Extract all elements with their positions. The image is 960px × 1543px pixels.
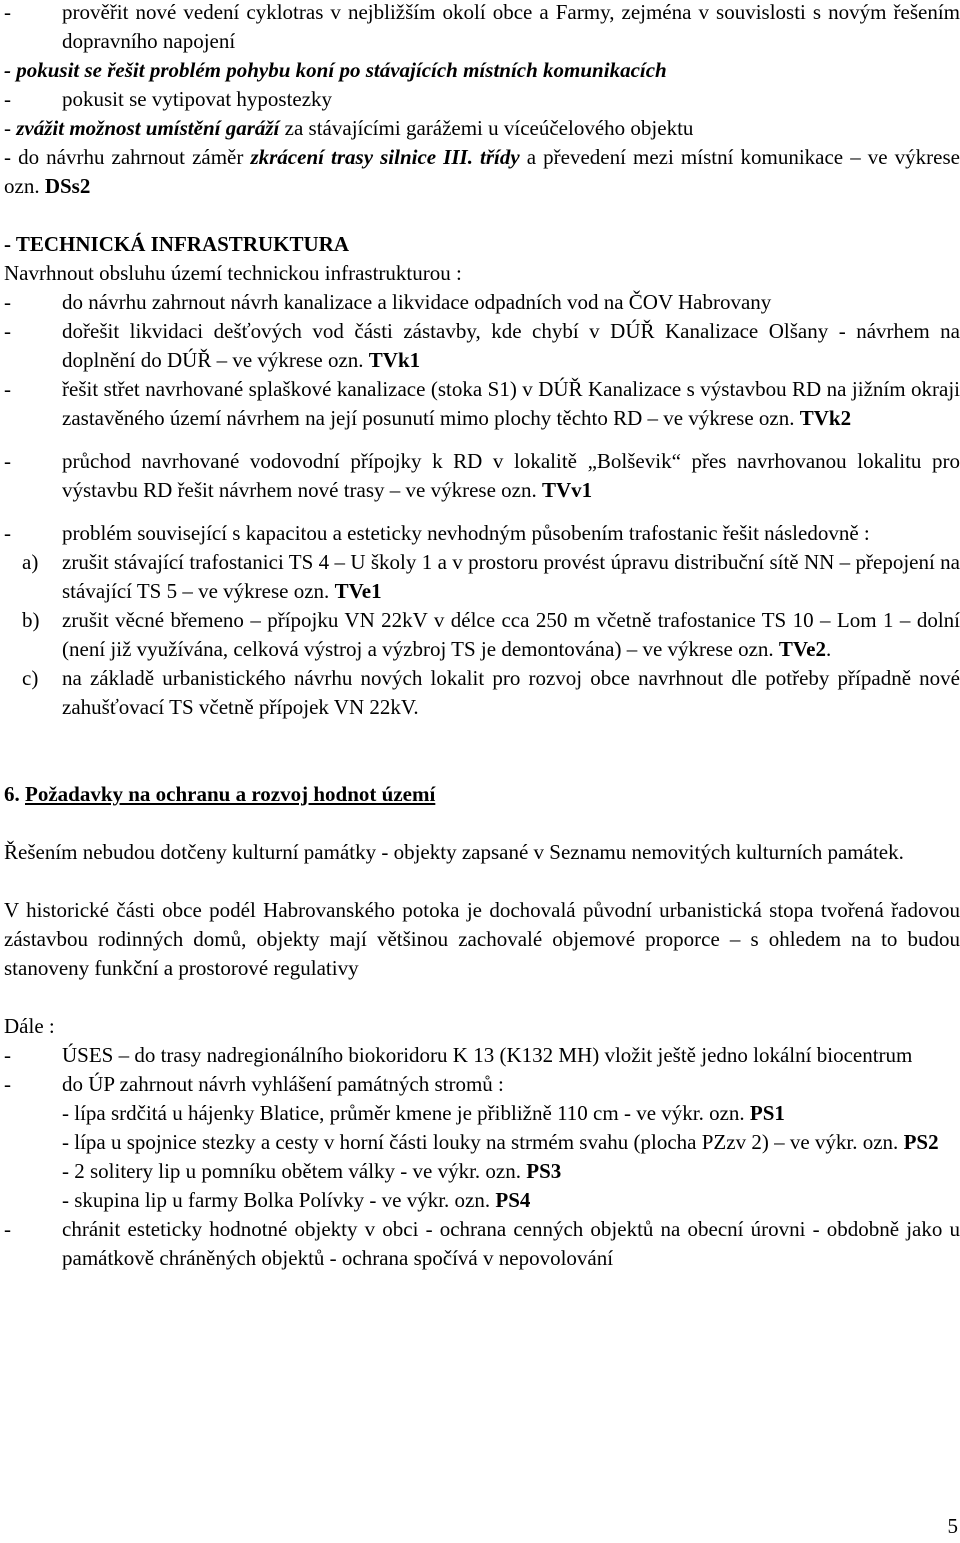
list-item (4, 375, 960, 433)
tree-item (4, 1128, 960, 1157)
map-code: TVv1 (541, 478, 593, 502)
list-dash: - (4, 521, 11, 545)
list-item-text: chránit esteticky hodnotné objekty v obci - ochrana cenných objektů na obecní úrovni - obdobně jako u památkově chráněných objektů - ochrana spočívá v nepovolování (62, 1217, 960, 1270)
item-letter: b) (22, 608, 40, 632)
tree-text: - lípa srdčitá u hájenky Blatice, průměr kmene je přibližně 110 cm - ve výkr. ozn. (62, 1101, 750, 1125)
list-dash: - (4, 1217, 11, 1241)
list-item (4, 317, 960, 375)
section-heading-6 (4, 780, 960, 809)
item-text: na základě urbanistického návrhu nových lokalit pro rozvoj obce navrhnout dle potřeby případně nové zahušťovací TS včetně přípojek VN 22kV. (62, 666, 960, 719)
list-item-text: prověřit nové vedení cyklotras v nejbližším okolí obce a Farmy, zejména v souvislosti s novým řešením dopravního napojení (62, 0, 960, 53)
list-item (4, 519, 960, 548)
item-period: . (825, 637, 832, 661)
list-item (4, 114, 960, 143)
dale-label: Dále : (4, 1014, 55, 1038)
document-page (4, 0, 960, 1273)
list-item-text: do návrhu zahrnout návrh kanalizace a likvidace odpadních vod na ČOV Habrovany (62, 290, 772, 314)
list-item-text: a převedení mezi místní komunikace – ve výkrese ozn. (4, 145, 960, 198)
tree-text: - skupina lip u farmy Bolka Polívky - ve výkr. ozn. (62, 1188, 496, 1212)
list-item-text: průchod navrhované vodovodní přípojky k RD v lokalitě „Bolševik“ přes navrhovanou lokalitu pro výstavbu RD řešit návrhem nové trasy – ve výkrese ozn. (62, 449, 960, 502)
section-heading-technical: - TECHNICKÁ INFRASTRUKTURA (4, 232, 349, 256)
list-item (4, 1041, 960, 1070)
lettered-item (4, 664, 960, 722)
list-item (4, 143, 960, 201)
tree-text: - 2 solitery lip u pomníku obětem války - ve výkr. ozn. (62, 1159, 527, 1183)
map-code: TVk1 (368, 348, 421, 372)
map-code: PS4 (495, 1188, 531, 1212)
tree-item (4, 1157, 960, 1186)
map-code: PS2 (903, 1130, 939, 1154)
list-dash: - (4, 377, 11, 401)
map-code: TVe2 (778, 637, 826, 661)
list-lead: - do návrhu zahrnout záměr (4, 145, 251, 169)
list-item-text: za stávajícími garážemi u víceúčelového objektu (279, 116, 694, 140)
list-item (4, 288, 960, 317)
list-item-text: řešit střet navrhované splaškové kanalizace (stoka S1) v DÚŘ Kanalizace s výstavbou RD na jižním okraji zastavěného území návrhem na její posunutí mimo plochy těchto RD – ve výkrese ozn. (62, 377, 960, 430)
item-text: zrušit stávající trafostanici TS 4 – U školy 1 a v prostoru provést úpravu distribuční sítě NN – přepojení na stávající TS 5 – ve výkrese ozn. (62, 550, 960, 603)
list-lead: - (4, 116, 17, 140)
page-number: 5 (947, 1514, 958, 1538)
list-dash: - (4, 290, 11, 314)
list-dash: - (4, 449, 11, 473)
list-item (4, 85, 960, 114)
list-item (4, 447, 960, 505)
tree-text: - lípa u spojnice stezky a cesty v horní části louky na strmém svahu (plocha PZzv 2) – ve výkr. ozn. (62, 1130, 904, 1154)
item-letter: c) (22, 666, 39, 690)
list-dash: - (4, 1043, 11, 1067)
map-code: PS3 (526, 1159, 562, 1183)
section-number: 6. (4, 782, 25, 806)
item-letter: a) (22, 550, 39, 574)
map-code: TVk2 (799, 406, 852, 430)
lettered-item (4, 548, 960, 606)
map-code: PS1 (749, 1101, 785, 1125)
list-item (4, 0, 960, 56)
list-dash: - (4, 1072, 11, 1096)
list-item-text: problém související s kapacitou a esteticky nevhodným působením trafostanic řešit následovně : (62, 521, 870, 545)
list-dash: - (4, 87, 11, 111)
list-item-text: pokusit se vytipovat hypostezky (62, 87, 333, 111)
section-title: Požadavky na ochranu a rozvoj hodnot území (25, 782, 436, 806)
list-item-bold-italic: - pokusit se řešit problém pohybu koní po stávajících místních komunikacích (4, 58, 667, 82)
list-item (4, 1215, 960, 1273)
paragraph: Řešením nebudou dotčeny kulturní památky - objekty zapsané v Seznamu nemovitých kulturních památek. (4, 840, 904, 864)
tree-item (4, 1186, 960, 1215)
list-dash: - (4, 319, 11, 343)
map-code: DSs2 (44, 174, 91, 198)
emphasis-text: zvážit možnost umístění garáží (16, 116, 280, 140)
list-item-text: do ÚP zahrnout návrh vyhlášení památných stromů : (62, 1072, 504, 1096)
list-item-text: ÚSES – do trasy nadregionálního biokoridoru K 13 (K132 MH) vložit ještě jedno lokální biocentrum (62, 1043, 913, 1067)
tree-item (4, 1099, 960, 1128)
intro-text: Navrhnout obsluhu území technickou infrastrukturou : (4, 261, 462, 285)
lettered-item (4, 606, 960, 664)
item-text: zrušit věcné břemeno – přípojku VN 22kV v délce cca 250 m včetně trafostanice TS 10 – Lom 1 – dolní (není již využívána, celková výstroj a výzbroj TS je demontována) – ve výkrese ozn. (62, 608, 960, 661)
paragraph: V historické části obce podél Habrovanského potoka je dochovalá původní urbanistická stopa tvořená řadovou zástavbou rodinných domů, objekty mají většinou zachovalé objemové proporce – s ohledem na to budou stanoveny funkční a prostorové regulativy (4, 898, 960, 980)
map-code: TVe1 (334, 579, 382, 603)
list-item-text: dořešit likvidaci dešťových vod části zástavby, kde chybí v DÚŘ Kanalizace Olšany - návrhem na doplnění do DÚŘ – ve výkrese ozn. (62, 319, 960, 372)
emphasis-text: zkrácení trasy silnice III. třídy (250, 145, 520, 169)
list-item (4, 1070, 960, 1099)
list-dash: - (4, 0, 11, 24)
